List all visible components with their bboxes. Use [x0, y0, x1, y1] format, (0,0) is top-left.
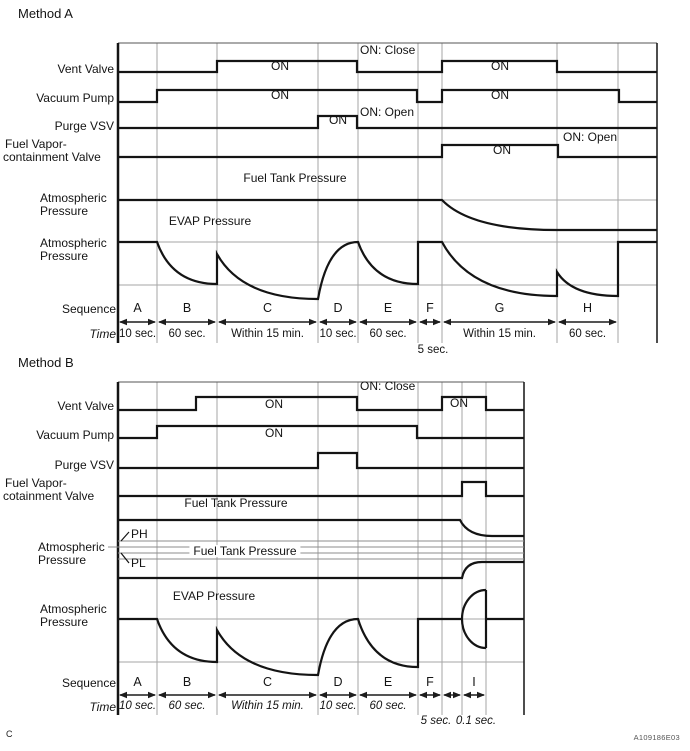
arrowhead-right	[208, 319, 216, 326]
evap-pressure-trace	[118, 242, 657, 299]
annotation-on-open-fvcv: ON: Open	[563, 130, 618, 145]
pl-threshold-label: PL	[131, 556, 146, 571]
time-label-C: Within 15 min.	[231, 327, 304, 340]
sequence-label-F: F	[426, 301, 434, 316]
time-label-F: 5 sec.	[417, 343, 449, 356]
on-label-purge: ON	[329, 113, 347, 128]
time-label-B: 60 sec.	[168, 327, 206, 340]
on-label-vent-2: ON	[491, 59, 509, 74]
row-label-fuel-vapor-line1: Fuel Vapor-	[5, 476, 67, 491]
figure-code: A109186E03	[633, 733, 680, 742]
sequence-label-D: D	[333, 675, 343, 690]
fuel-vapor-containment-valve-trace	[118, 145, 657, 157]
row-label-vacuum-pump: Vacuum Pump	[36, 428, 114, 443]
arrowhead-left	[359, 319, 367, 326]
arrowhead-right	[309, 319, 317, 326]
arrowhead-right	[349, 319, 357, 326]
row-label-atmospheric-1b: Pressure	[40, 204, 89, 219]
time-label-A: 10 sec.	[118, 327, 157, 340]
row-label-fuel-vapor-line1: Fuel Vapor-	[5, 137, 67, 152]
arrowhead-left	[419, 692, 427, 699]
on-label-vent-2: ON	[450, 396, 468, 411]
time-label-A: 10 sec.	[118, 699, 157, 712]
fuel-tank-pressure-label: Fuel Tank Pressure	[243, 171, 347, 186]
time-label-H: 60 sec.	[568, 327, 607, 340]
arrowhead-left	[158, 319, 166, 326]
vacuum-pump-trace	[118, 90, 657, 102]
row-label-fuel-vapor-line2: cotainment Valve	[3, 489, 95, 504]
arrowhead-right	[548, 319, 556, 326]
sequence-label-C: C	[262, 675, 273, 690]
sequence-label-F: F	[426, 675, 434, 690]
on-label-vacuum-2: ON	[491, 88, 509, 103]
arrowhead-right	[148, 319, 156, 326]
arrowhead-left	[359, 692, 367, 699]
fuel-tank-pressure-high-label: Fuel Tank Pressure	[184, 496, 288, 511]
time-label-G: Within 15 min.	[463, 327, 536, 340]
arrowhead-left	[119, 692, 127, 699]
row-label-sequence: Sequence	[61, 676, 116, 691]
arrowhead-right	[477, 692, 485, 699]
sequence-label-I: I	[472, 675, 476, 690]
row-label-purge-vsv: Purge VSV	[54, 458, 114, 473]
time-label-C: Within 15 min.	[231, 699, 304, 712]
purge-vsv-trace	[118, 453, 524, 468]
arrowhead-left	[119, 319, 127, 326]
method-b-title: Method B	[18, 355, 74, 370]
sequence-label-G: G	[494, 301, 505, 316]
time-label-E: 60 sec.	[369, 327, 407, 340]
on-label-vacuum-1: ON	[271, 88, 289, 103]
row-label-vacuum-pump: Vacuum Pump	[36, 91, 114, 106]
row-label-time: Time	[89, 700, 116, 715]
fuel-tank-pressure-mid-label: Fuel Tank Pressure	[189, 545, 300, 557]
sequence-label-C: C	[262, 301, 273, 316]
sequence-label-B: B	[182, 301, 192, 316]
arrowhead-right	[409, 692, 417, 699]
row-label-atmospheric-1a: Atmospheric	[40, 191, 107, 206]
vent-valve-trace	[118, 61, 657, 72]
row-label-purge-vsv: Purge VSV	[54, 119, 114, 134]
threshold-pointer-tick	[121, 532, 129, 541]
arrowhead-right	[609, 319, 617, 326]
annotation-on-close: ON: Close	[360, 43, 416, 58]
sequence-label-A: A	[133, 301, 142, 316]
fuel-vapor-cotainment-valve-trace	[118, 482, 524, 496]
row-label-vent-valve: Vent Valve	[57, 399, 114, 414]
row-label-atmospheric-2a: Atmospheric	[40, 602, 107, 617]
threshold-pointer-tick	[121, 553, 129, 563]
evap-pressure-label: EVAP Pressure	[168, 214, 252, 229]
arrowhead-left	[319, 319, 327, 326]
sequence-label-H: H	[582, 301, 593, 316]
time-label-E: 60 sec.	[369, 699, 407, 712]
sequence-label-B: B	[182, 675, 192, 690]
arrowhead-left	[443, 319, 451, 326]
ph-threshold-label: PH	[131, 527, 148, 542]
arrowhead-left	[463, 692, 471, 699]
arrowhead-right	[433, 692, 441, 699]
row-label-atmospheric-2a: Atmospheric	[40, 236, 107, 251]
row-label-atmospheric-2b: Pressure	[40, 249, 89, 264]
arrowhead-left	[558, 319, 566, 326]
page-corner-label: C	[6, 729, 13, 739]
time-label-B: 60 sec.	[168, 699, 206, 712]
arrowhead-left	[419, 319, 427, 326]
arrowhead-right	[409, 319, 417, 326]
row-label-atmospheric-1b: Pressure	[38, 553, 87, 568]
arrowhead-right	[208, 692, 216, 699]
sequence-label-E: E	[383, 301, 393, 316]
arrowhead-left	[319, 692, 327, 699]
vacuum-pump-trace	[118, 426, 524, 441]
sequence-label-D: D	[333, 301, 343, 316]
on-label-vent-1: ON	[271, 59, 289, 74]
arrowhead-right	[349, 692, 357, 699]
row-label-sequence: Sequence	[61, 302, 116, 317]
fuel-tank-pressure-high-trace	[118, 520, 524, 536]
evap-pressure-label: EVAP Pressure	[172, 589, 256, 604]
sequence-label-A: A	[133, 675, 142, 690]
arrowhead-right	[433, 319, 441, 326]
arrowhead-right	[148, 692, 156, 699]
arrowhead-right	[453, 692, 461, 699]
time-label-I: 0.1 sec.	[455, 714, 497, 727]
arrowhead-left	[443, 692, 451, 699]
time-label-D: 10 sec.	[319, 327, 357, 340]
arrowhead-right	[309, 692, 317, 699]
sequence-label-E: E	[383, 675, 393, 690]
on-label-vacuum: ON	[265, 426, 283, 441]
arrowhead-left	[158, 692, 166, 699]
row-label-fuel-vapor-line2: containment Valve	[3, 150, 101, 165]
row-label-atmospheric-1a: Atmospheric	[38, 540, 105, 555]
method-a-title: Method A	[18, 6, 73, 21]
arrowhead-left	[218, 692, 226, 699]
row-label-time: Time	[89, 327, 116, 342]
annotation-on-open-purge: ON: Open	[360, 105, 415, 120]
on-label-fvcv: ON	[493, 143, 511, 158]
time-label-F: 5 sec.	[420, 714, 452, 727]
arrowhead-left	[218, 319, 226, 326]
row-label-vent-valve: Vent Valve	[57, 62, 114, 77]
time-label-D: 10 sec.	[319, 699, 357, 712]
annotation-on-close: ON: Close	[360, 379, 416, 394]
on-label-vent-1: ON	[265, 397, 283, 412]
fuel-tank-pressure-low-trace	[118, 562, 524, 578]
row-label-atmospheric-2b: Pressure	[40, 615, 89, 630]
